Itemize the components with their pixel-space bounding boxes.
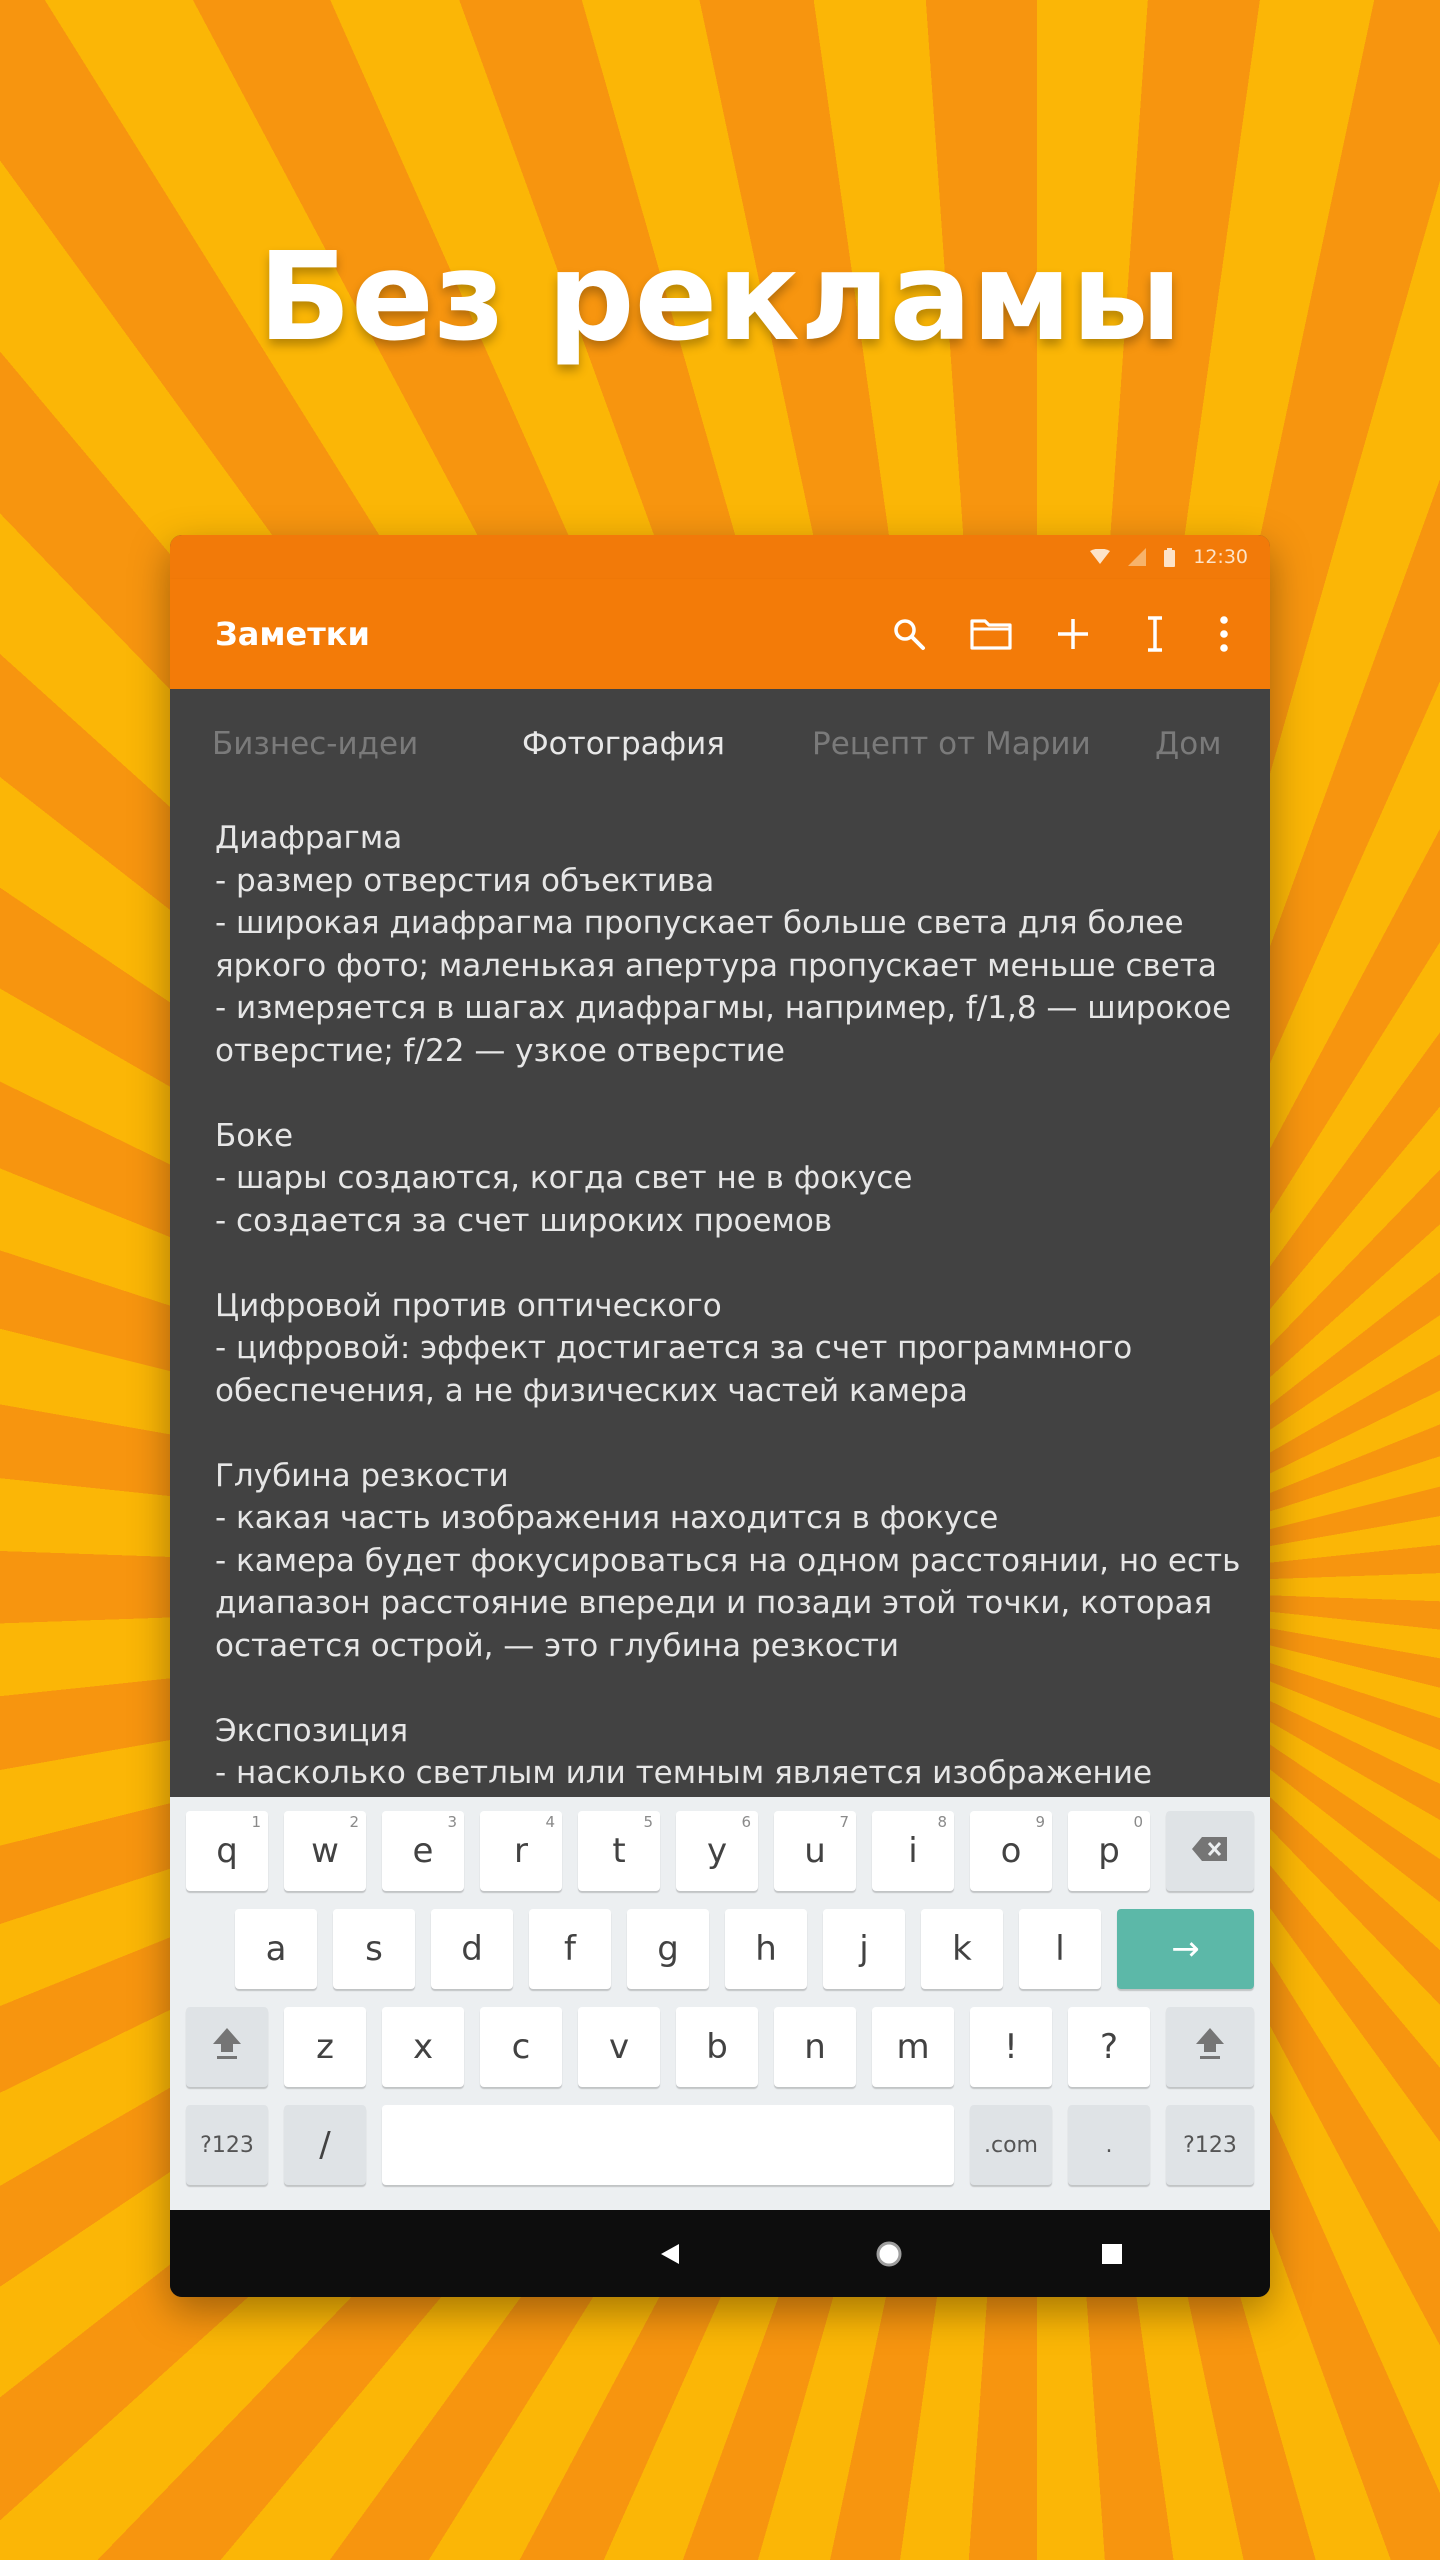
key-l[interactable]: l bbox=[1019, 1909, 1101, 1989]
tab-photography[interactable]: Фотография bbox=[522, 726, 725, 762]
note-line: яркого фото; маленькая апертура пропускает меньше света bbox=[215, 947, 1217, 984]
status-bar bbox=[170, 535, 1270, 579]
note-line: остается острой, — это глубина резкости bbox=[215, 1627, 900, 1664]
key-w[interactable]: w 2 bbox=[284, 1811, 366, 1891]
key-y[interactable]: y 6 bbox=[676, 1811, 758, 1891]
shift-icon bbox=[1194, 2026, 1226, 2069]
shift-key-left[interactable] bbox=[186, 2007, 268, 2087]
symbols-key-right[interactable]: ?123 bbox=[1166, 2105, 1254, 2185]
note-heading: Диафрагма bbox=[215, 820, 403, 856]
battery-icon bbox=[1164, 548, 1175, 567]
tab-home[interactable]: Дом bbox=[1155, 726, 1222, 762]
note-heading: Цифровой против оптического bbox=[215, 1287, 722, 1324]
key-u[interactable]: u 7 bbox=[774, 1811, 856, 1891]
note-line: - измеряется в шагах диафрагмы, например, f/1,8 — широкое bbox=[215, 990, 1232, 1026]
device-screenshot bbox=[170, 535, 1270, 2297]
note-heading: Экспозиция bbox=[215, 1712, 409, 1749]
key-t[interactable]: t 5 bbox=[578, 1811, 660, 1891]
key-s[interactable]: s bbox=[333, 1909, 415, 1989]
key-r[interactable]: r 4 bbox=[480, 1811, 562, 1891]
key-b[interactable]: b bbox=[676, 2007, 758, 2087]
key-j[interactable]: j bbox=[823, 1909, 905, 1989]
folder-icon[interactable] bbox=[950, 579, 1032, 689]
wifi-icon bbox=[1090, 549, 1110, 565]
note-line: - создается за счет широких проемов bbox=[215, 1202, 833, 1239]
note-section bbox=[215, 1285, 1245, 1413]
recents-icon[interactable] bbox=[1067, 2210, 1157, 2297]
note-heading: Глубина резкости bbox=[215, 1457, 509, 1494]
soft-keyboard bbox=[170, 1797, 1270, 2210]
note-line: - размер отверстия объектива bbox=[215, 862, 715, 899]
nav-bar bbox=[170, 2210, 1270, 2297]
key-g[interactable]: g bbox=[627, 1909, 709, 1989]
backspace-icon bbox=[1191, 1831, 1229, 1871]
headline: Без рекламы bbox=[258, 226, 1182, 368]
note-tabs bbox=[170, 689, 1270, 799]
dotcom-key[interactable]: .com bbox=[970, 2105, 1052, 2185]
key-v[interactable]: v bbox=[578, 2007, 660, 2087]
note-line: отверстие; f/22 — узкое отверстие bbox=[215, 1032, 785, 1069]
search-icon[interactable] bbox=[868, 579, 950, 689]
key-exclamation[interactable]: ! bbox=[970, 2007, 1052, 2087]
add-icon[interactable] bbox=[1032, 579, 1114, 689]
shift-key-right[interactable] bbox=[1166, 2007, 1254, 2087]
tab-recipe[interactable]: Рецепт от Марии bbox=[812, 726, 1091, 762]
status-time: 12:30 bbox=[1193, 546, 1248, 568]
note-section bbox=[215, 1710, 1245, 1795]
home-icon[interactable] bbox=[844, 2210, 934, 2297]
app-title: Заметки bbox=[215, 615, 370, 653]
tab-business-ideas[interactable]: Бизнес-идеи bbox=[212, 726, 419, 762]
space-bar[interactable] bbox=[382, 2105, 954, 2185]
note-line: - широкая диафрагма пропускает больше света для более bbox=[215, 905, 1184, 941]
key-o[interactable]: o 9 bbox=[970, 1811, 1052, 1891]
key-m[interactable]: m bbox=[872, 2007, 954, 2087]
key-d[interactable]: d bbox=[431, 1909, 513, 1989]
signal-icon bbox=[1128, 548, 1146, 566]
app-bar-actions bbox=[868, 579, 1252, 689]
note-line: - шары создаются, когда свет не в фокусе bbox=[215, 1160, 913, 1196]
key-e[interactable]: e 3 bbox=[382, 1811, 464, 1891]
slash-key[interactable]: / bbox=[284, 2105, 366, 2185]
key-a[interactable]: a bbox=[235, 1909, 317, 1989]
note-line: обеспечения, а не физических частей камера bbox=[215, 1372, 968, 1409]
symbols-key-left[interactable]: ?123 bbox=[186, 2105, 268, 2185]
key-z[interactable]: z bbox=[284, 2007, 366, 2087]
note-line: - какая часть изображения находится в фокусе bbox=[215, 1500, 999, 1536]
key-f[interactable]: f bbox=[529, 1909, 611, 1989]
note-section bbox=[215, 1115, 1245, 1243]
key-i[interactable]: i 8 bbox=[872, 1811, 954, 1891]
key-n[interactable]: n bbox=[774, 2007, 856, 2087]
key-question[interactable]: ? bbox=[1068, 2007, 1150, 2087]
period-key[interactable]: . bbox=[1068, 2105, 1150, 2185]
shift-icon bbox=[211, 2026, 243, 2069]
app-bar bbox=[170, 579, 1270, 689]
key-h[interactable]: h bbox=[725, 1909, 807, 1989]
note-line: - насколько светлым или темным является изображение bbox=[215, 1755, 1153, 1791]
key-x[interactable]: x bbox=[382, 2007, 464, 2087]
text-cursor-icon[interactable] bbox=[1114, 579, 1196, 689]
note-heading: Боке bbox=[215, 1117, 294, 1154]
note-body[interactable] bbox=[215, 817, 1245, 1837]
more-vert-icon[interactable] bbox=[1196, 579, 1252, 689]
note-line: - цифровой: эффект достигается за счет программного bbox=[215, 1330, 1133, 1366]
key-q[interactable]: q 1 bbox=[186, 1811, 268, 1891]
note-section bbox=[215, 817, 1245, 1072]
backspace-key[interactable] bbox=[1166, 1811, 1254, 1891]
back-icon[interactable] bbox=[625, 2210, 715, 2297]
note-line: - камера будет фокусироваться на одном расстоянии, но есть bbox=[215, 1542, 1241, 1579]
note-section bbox=[215, 1455, 1245, 1668]
key-k[interactable]: k bbox=[921, 1909, 1003, 1989]
key-p[interactable]: p 0 bbox=[1068, 1811, 1150, 1891]
enter-key[interactable]: → bbox=[1117, 1909, 1254, 1989]
note-line: диапазон расстояние впереди и позади этой точки, которая bbox=[215, 1585, 1213, 1621]
key-c[interactable]: c bbox=[480, 2007, 562, 2087]
